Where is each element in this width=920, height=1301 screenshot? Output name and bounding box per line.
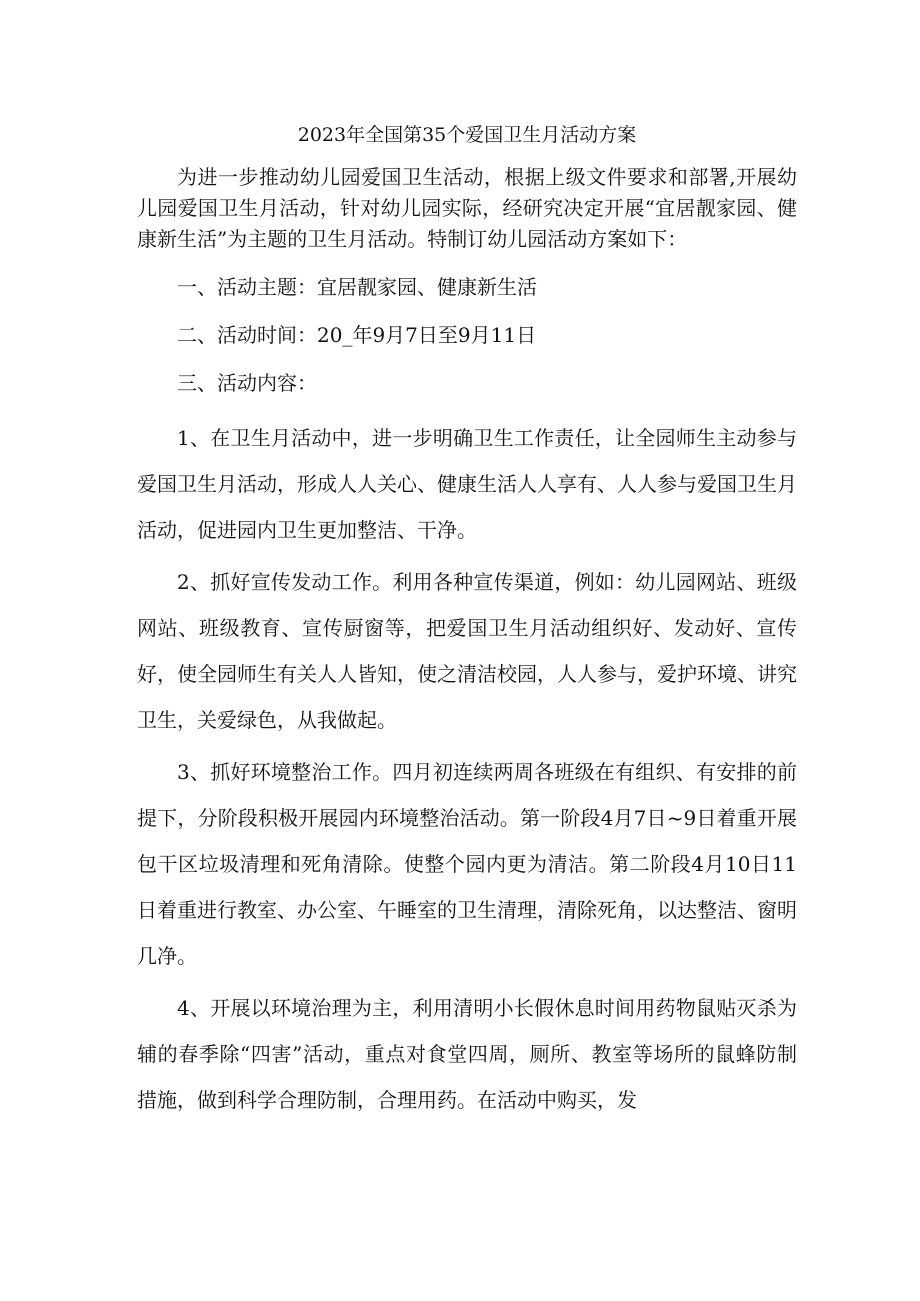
content-paragraph-4: 4、开展以环境治理为主，利用清明小长假休息时间用药物鼠贴灭杀为辅的春季除“四害”活动，重点对食堂四周，厕所、教室等场所的鼠蜂防制措施，做到科学合理防制，合理用药。在活动中购买，发	[137, 996, 797, 1112]
section-time: 二、活动时间：20_年9月7日至9月11日	[177, 323, 537, 347]
content-paragraph-1: 1、在卫生月活动中，进一步明确卫生工作责任，让全园师生主动参与爱国卫生月活动，形成人人关心、健康生活人人享有、人人参与爱国卫生月活动，促进园内卫生更加整洁、干净。	[137, 426, 797, 542]
document-title: 2023年全国第35个爱国卫生月活动方案	[297, 124, 637, 146]
intro-paragraph: 为进一步推动幼儿园爱国卫生活动，根据上级文件要求和部署,开展幼儿园爱国卫生月活动，针对幼儿园实际，经研究决定开展“宜居靓家园、健康新生活”为主题的卫生月活动。特制订幼儿园活动方案如下：	[137, 165, 797, 251]
content-paragraph-2: 2、抓好宣传发动工作。利用各种宣传渠道，例如：幼儿园网站、班级网站、班级教育、宣传厨窗等，把爱国卫生月活动组织好、发动好、宣传好，使全园师生有关人人皆知，使之清洁校园，人人参与，爱护环境、讲究卫生，关爱绿色，从我做起。	[137, 570, 797, 732]
section-content-heading: 三、活动内容：	[177, 371, 317, 395]
content-paragraph-3: 3、抓好环境整治工作。四月初连续两周各班级在有组织、有安排的前提下，分阶段积极开展园内环境整治活动。第一阶段4月7日~9日着重开展包干区垃圾清理和死角清除。使整个园内更为清洁。第二阶段4月10日11日着重进行教室、办公室、午睡室的卫生清理，清除死角，以达整洁、窗明几净。	[137, 760, 797, 968]
document-page	[137, 118, 797, 1129]
section-theme: 一、活动主题：宜居靓家园、健康新生活	[177, 275, 537, 299]
